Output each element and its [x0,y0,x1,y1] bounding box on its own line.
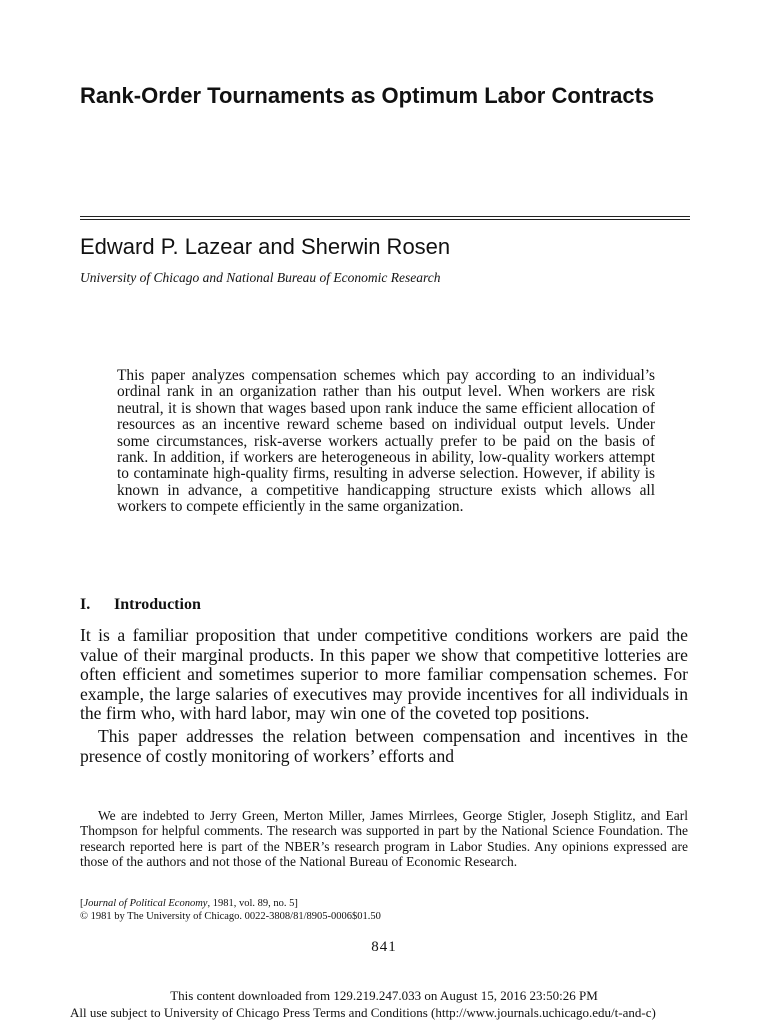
body-paragraph: It is a familiar proposition that under competitive conditions workers are paid the value of their marginal products. In this paper we show that competitive lotteries are often efficient and sometimes superior to more familiar compensation schemes. For example, the large salaries of executives may provide incentives for all individuals in the firm who, with hard labor, may win one of the coveted top positions. [80,625,688,724]
section-heading [80,596,201,614]
section-title: Introduction [114,596,201,613]
title-rule-top [80,216,690,217]
body-text [80,626,688,766]
body-paragraph: This paper addresses the relation between compensation and incentives in the presence of costly monitoring of workers’ efforts and [80,725,688,766]
journal-citation: [Journal of Political Economy, 1981, vol. 89, no. 5] © 1981 by The University of Chicago. 0022-3808/81/8905-0006$01.50 [80,898,381,922]
title-rule-bottom [80,219,690,220]
abstract: This paper analyzes compensation schemes which pay according to an individual’s ordinal rank in an organization rather than his output level. When workers are risk neutral, it is shown that wages based upon rank induce the same efficient allocation of resources as an incentive reward scheme based on individual output levels. Under some circumstances, risk-averse workers actually prefer to be paid on the basis of rank. In addition, if workers are heterogeneous in ability, low-quality workers attempt to contaminate high-quality firms, resulting in adverse selection. However, if ability is known in advance, a competitive handicapping structure exists which allows all workers to compete efficiently in the same organization. [117,367,655,516]
page-number: 841 [371,939,397,955]
affiliation: University of Chicago and National Bureau of Economic Research [80,270,441,285]
authors: Edward P. Lazear and Sherwin Rosen [80,234,451,259]
copyright-line: © 1981 by The University of Chicago. 0022-3808/81/8905-0006$01.50 [80,910,381,922]
journal-name: Journal of Political Economy [83,898,208,909]
download-notice: This content downloaded from 129.219.247.033 on August 15, 2016 23:50:26 PM [170,988,598,1003]
section-number: I. [80,596,91,613]
paper-title: Rank-Order Tournaments as Optimum Labor Contracts [80,83,655,108]
citation-details: , 1981, vol. 89, no. 5] [207,898,298,909]
acknowledgement-footnote: We are indebted to Jerry Green, Merton Miller, James Mirrlees, George Stigler, Joseph Stiglitz, and Earl Thompson for helpful comments. The research was supported in part by the National Science Foundation. The research reported here is part of the NBER’s research program in Labor Studies. Any opinions expressed are those of the authors and not those of the National Bureau of Economic Research. [80,808,688,870]
terms-notice: All use subject to University of Chicago Press Terms and Conditions (http://www.journals.uchicago.edu/t-and-c) [70,1005,656,1020]
